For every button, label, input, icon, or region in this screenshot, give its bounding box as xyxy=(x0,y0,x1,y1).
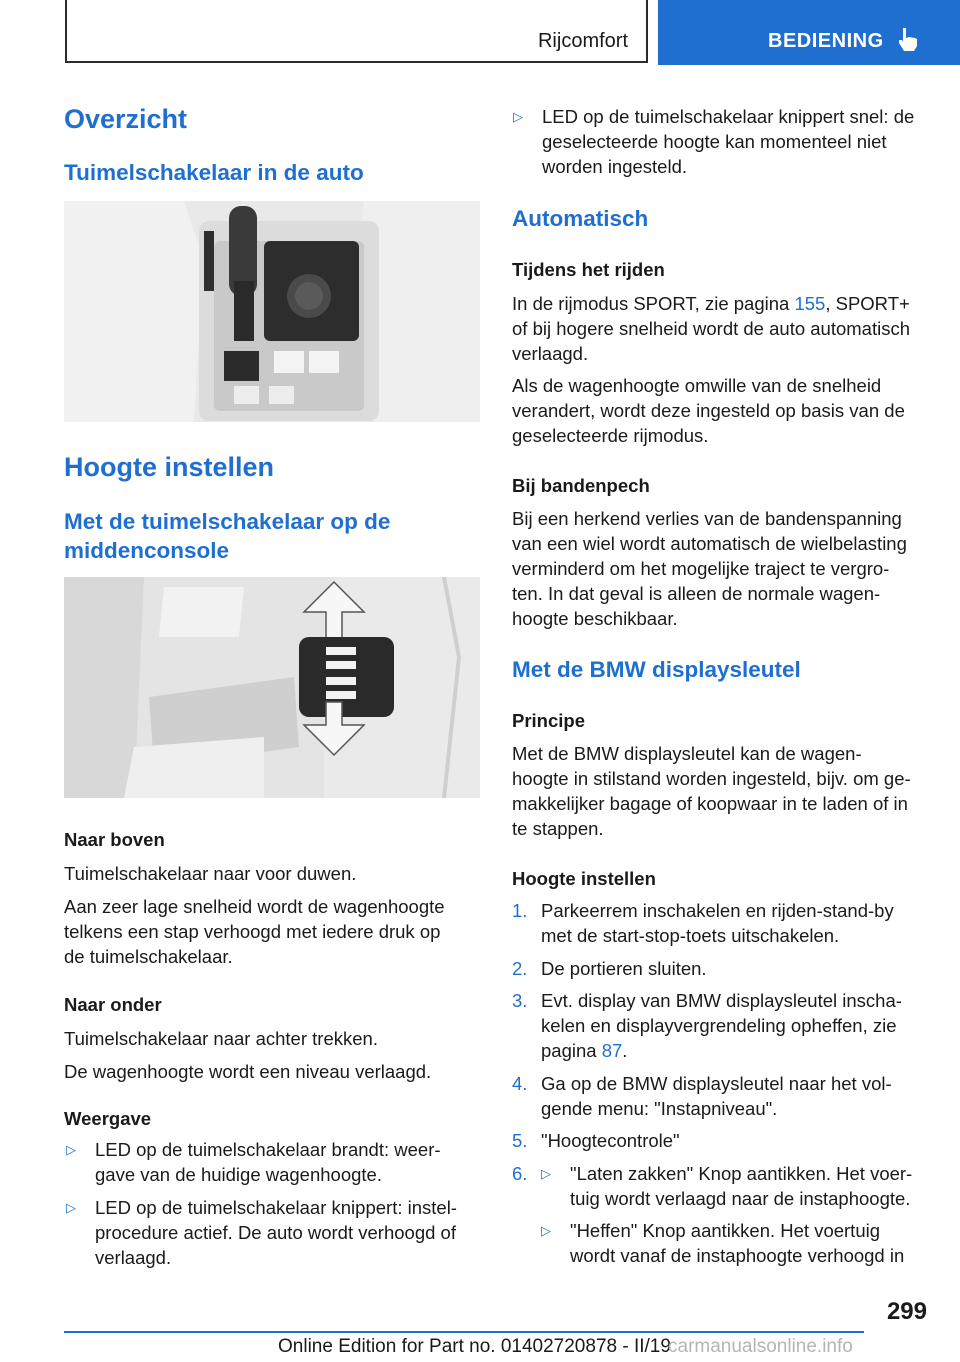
text-naar-boven-2-line1: Aan zeer lage snelheid wordt de wagenhoogte xyxy=(64,896,445,917)
text-bandenpech-line3: verminderd om het mogelijke traject te vergro- xyxy=(512,558,890,579)
text-principe-line3: makkelijker bagage of koopwaar in te laden of in xyxy=(512,793,908,814)
page-number: 299 xyxy=(886,1298,927,1325)
figure-gear-selector xyxy=(64,201,480,422)
text-naar-boven-1: Tuimelschakelaar naar voor duwen. xyxy=(64,863,357,884)
heading-weergave: Weergave xyxy=(64,1108,152,1129)
text-naar-onder-2: De wagenhoogte wordt een niveau verlaagd. xyxy=(64,1061,432,1082)
text-naar-onder-1: Tuimelschakelaar naar achter trekken. xyxy=(64,1028,378,1049)
text-principe-line4: te stappen. xyxy=(512,818,604,839)
text-rijden2-line3: geselecteerde rijmodus. xyxy=(512,425,709,446)
text-naar-boven-2-line2: telkens een stap verhoogd met iedere druk op xyxy=(64,921,441,942)
subtitle-middenconsole-line2: middenconsole xyxy=(64,538,230,563)
footer-edition: Online Edition for Part no. 01402720878 - II/19 xyxy=(278,1336,671,1357)
header-box xyxy=(65,0,648,63)
text-rijden-line3: verlaagd. xyxy=(512,343,589,364)
subtitle-middenconsole-line1: Met de tuimelschakelaar op de xyxy=(64,509,391,534)
triangle-bullet-icon: ▷ xyxy=(66,1200,76,1215)
title-hoogte-instellen: Hoogte instellen xyxy=(64,452,275,482)
title-bmw-displaysleutel: Met de BMW displaysleutel xyxy=(512,657,801,682)
footer-watermark: carmanualsonline.info xyxy=(668,1336,853,1357)
heading-hoogte-instellen: Hoogte instellen xyxy=(512,868,656,889)
heading-naar-boven: Naar boven xyxy=(64,829,165,850)
text-naar-boven-2-line3: de tuimelschakelaar. xyxy=(64,946,233,967)
text-rijden-line2: of bij hogere snelheid wordt de auto automatisch xyxy=(512,318,911,339)
text-rijden2-line2: verandert, wordt deze ingesteld op basis van de xyxy=(512,400,905,421)
header-section-title: Rijcomfort xyxy=(537,30,628,52)
page-link-87[interactable]: 87 xyxy=(601,1040,623,1061)
triangle-bullet-icon: ▷ xyxy=(513,109,523,124)
page-link-155[interactable]: 155 xyxy=(794,293,826,314)
triangle-bullet-icon: ▷ xyxy=(541,1166,551,1181)
triangle-bullet-icon: ▷ xyxy=(541,1223,551,1238)
text-rijden-line1: In de rijmodus SPORT, zie pagina 155, SPORT+ xyxy=(512,293,910,314)
title-automatisch: Automatisch xyxy=(512,206,649,231)
heading-principe: Principe xyxy=(512,710,585,731)
pointing-hand-icon xyxy=(896,26,920,57)
header-tab-bediening[interactable] xyxy=(658,0,960,65)
text-bandenpech-line1: Bij een herkend verlies van de bandenspanning xyxy=(512,508,902,529)
text-bandenpech-line4: ten. In dat geval is alleen de normale wagen- xyxy=(512,583,881,604)
heading-tijdens-het-rijden: Tijdens het rijden xyxy=(512,259,665,280)
subtitle-tuimelschakelaar: Tuimelschakelaar in de auto xyxy=(64,160,364,185)
text-principe-line1: Met de BMW displaysleutel kan de wagen- xyxy=(512,743,862,764)
title-overzicht: Overzicht xyxy=(64,104,188,134)
text-principe-line2: hoogte in stilstand worden ingesteld, bijv. om ge- xyxy=(512,768,911,789)
heading-bij-bandenpech: Bij bandenpech xyxy=(512,475,650,496)
text-bandenpech-line2: van een wiel wordt automatisch de wielbelasting xyxy=(512,533,907,554)
text-bandenpech-line5: hoogte beschikbaar. xyxy=(512,608,678,629)
footer-divider xyxy=(64,1331,864,1333)
text-rijden2-line1: Als de wagenhoogte omwille van de snelheid xyxy=(512,375,882,396)
figure-rocker-switch xyxy=(64,577,480,798)
triangle-bullet-icon: ▷ xyxy=(66,1142,76,1157)
heading-naar-onder: Naar onder xyxy=(64,994,162,1015)
header-tab-label: BEDIENING xyxy=(768,30,884,52)
